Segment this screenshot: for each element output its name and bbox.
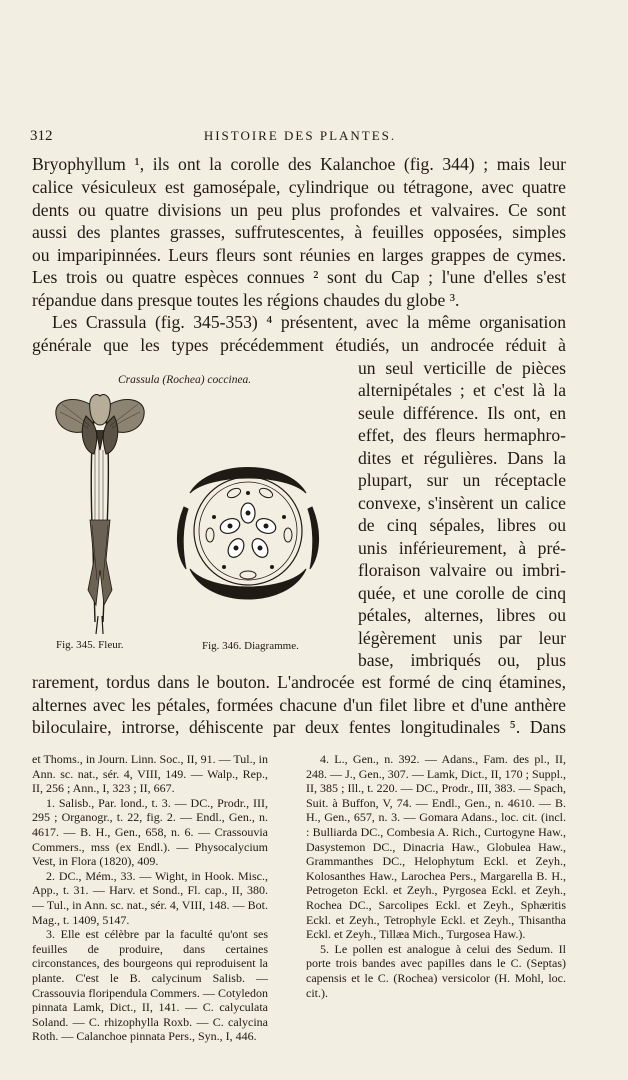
footnote: 2. DC., Mém., 33. — Wight, in Hook. Misc., App., t. 31. — Harv. et Sond., Fl. cap., II, 380. — Tul., in Ann. sc. nat., sér. 4, VIII, 148. — Bot. Mag., t. 1409, 5147.	[32, 868, 268, 927]
body-line: dites et régulières. Dans la	[358, 448, 566, 468]
body-line: seule différence. Ils ont, en	[358, 403, 566, 423]
body-line: base, imbriqués ou, plus	[358, 650, 566, 670]
page-number: 312	[30, 128, 53, 144]
footnote: 1. Salisb., Par. lond., t. 3. — DC., Prodr., III, 295 ; Organogr., t. 22, fig. 2. — Endl., Gen., n. 4617. — B. H., Gen., 658, n. 6. — Crassouvia Commers., mss (ex Endl.). — Physocalycium Vest, in Flora (1820), 409.	[32, 795, 268, 869]
figure-label-345: Fig. 345. Fleur.	[56, 639, 124, 651]
body-line: floraison valvaire ou imbri-	[358, 560, 566, 580]
footnote: 4. L., Gen., n. 392. — Adans., Fam. des pl., II, 248. — J., Gen., 307. — Lamk, Dict., II, 170 ; Suppl., II, 385 ; Ill., t. 220. — DC., Prodr., III, 383. — Spach, Suit. à Buffon, V, 74. — Endl., Gen., n. 4610. — B. H., Gen., 657, n. 3. — Gomara Adans., loc. cit. (incl. : Bulliarda DC., Combesia A. Rich., Curtogyne Haw., Dasystemon DC., Dinacria Haw., Globulea Haw., Grammanthes DC., Helophytum Eckl. et Zeyh., Kolosanthes Haw., Larochea Pers., Margarella B. H., Petrogeton Eckl. et Zeyh., Pyrgosea Eckl. et Zeyh., Rochea DC., Sarcolipes Eckl. et Zeyh., Sphæritis Eckl. et Zeyh., Tetrophyle Eckl. et Zeyh., Thisantha Eckl. et Zeyh., Tillæa Mich., Turgosea Haw.).	[306, 752, 566, 942]
running-title: HISTOIRE DES PLANTES.	[203, 128, 397, 143]
body-line: alternipétales ; et c'est là la	[358, 380, 566, 400]
floral-diagram	[170, 453, 326, 617]
flower-illustration	[50, 390, 150, 635]
body-line: dents ou quatre divisions un peu plus profondes et valvaires. Ce sont	[32, 200, 566, 220]
body-line: rarement, tordus dans le bouton. L'androcée est formé de cinq étamines,	[32, 672, 566, 692]
body-line: alternes avec les pétales, formées chacune d'un filet libre et d'une anthère	[32, 695, 566, 715]
body-line: Les Crassula (fig. 345-353) ⁴ présentent, avec la même organisation	[52, 312, 566, 332]
body-line: Bryophyllum ¹, ils ont la corolle des Kalanchoe (fig. 344) ; mais leur	[32, 154, 566, 174]
body-line: répandue dans presque toutes les régions chaudes du globe ³.	[32, 290, 460, 310]
body-line: de cinq sépales, libres ou	[358, 515, 566, 535]
body-line: un seul verticille de pièces	[358, 358, 566, 378]
footnotes-left	[32, 752, 268, 1044]
body-line: légèrement unis par leur	[358, 628, 566, 648]
body-line: pétales, alternes, libres ou	[358, 605, 566, 625]
body-line: générale que les types précédemment étudiés, un androcée réduit à	[32, 335, 566, 355]
footnotes-right	[306, 752, 566, 1000]
body-line: effet, des fleurs hermaphro-	[358, 425, 566, 445]
body-line: convexe, s'insèrent un calice	[358, 493, 566, 513]
page-header	[30, 128, 570, 148]
footnote: 3. Elle est célèbre par la faculté qu'ont ses feuilles de produire, dans certaines circonstances, des bourgeons qui reproduisent la plante. C'est le B. calycinum Salisb. — Crassouvia floripendula Commers. — Cotyledon pinnata Lamk, Dict., II, 141. — C. calyculata Soland. — C. rhizophylla Roxb. — C. calycina Roth. — Calanchoe pinnata Pers., Syn., I, 446.	[32, 927, 268, 1044]
body-line: ou imparipinnées. Leurs fleurs sont réunies en larges grappes de cymes.	[32, 245, 566, 265]
body-line: quée, et une corolle de cinq	[358, 583, 566, 603]
body-line: aussi des plantes grasses, suffrutescentes, à feuilles opposées, simples	[32, 222, 566, 242]
body-line: plupart, sur un réceptacle	[358, 470, 566, 490]
body-line: biloculaire, introrse, déhiscente par deux fentes longitudinales ⁵. Dans	[32, 717, 566, 737]
figure-label-346: Fig. 346. Diagramme.	[202, 640, 299, 652]
footnote: et Thoms., in Journ. Linn. Soc., II, 91. — Tul., in Ann. sc. nat., sér. 4, VIII, 149. — Walp., Rep., II, 256 ; Ann., I, 323 ; II, 667.	[32, 752, 268, 796]
body-line: calice vésiculeux est gamosépale, cylindrique ou tétragone, avec quatre	[32, 177, 566, 197]
body-line: Les trois ou quatre espèces connues ² sont du Cap ; l'une d'elles s'est	[32, 267, 566, 287]
body-line: unis inférieurement, à pré-	[358, 538, 566, 558]
footnote: 5. Le pollen est analogue à celui des Sedum. Il porte trois bandes avec papilles dans le C. (Septas) capensis et le C. (Rochea) versicolor (H. Mohl, loc. cit.).	[306, 941, 566, 1000]
figure-caption: Crassula (Rochea) coccinea.	[118, 374, 252, 386]
